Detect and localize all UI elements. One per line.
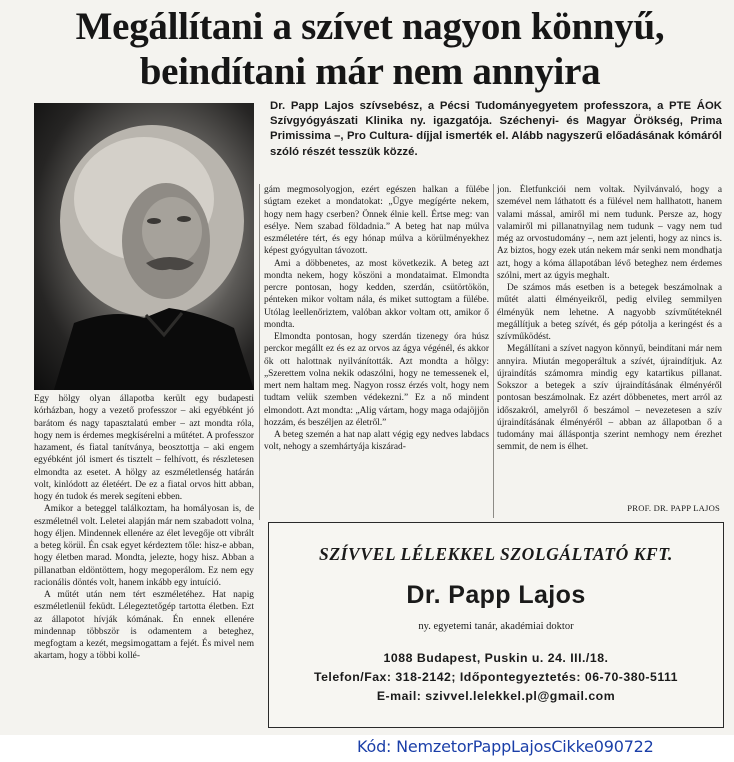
column-2-paragraph-3: Elmondta pontosan, hogy szerdán tizenegy óra húsz perckor megállt ez és ez az orvos az ágya végénél, és akkor ők ott halottnak nyilvánították. Azt mondta a hölgy: „Szerettem volna nekik odaszólni, hogy ne temessenek el, mert nem haltam meg. Nagyon rossz érzés volt, hogy nem tudtam velük szemben védekezni.” Ez a nő mindent elmondott. Azt mondta: „Alig vártam, hogy maga odajöjjön hozzám, és beszéljen az életről.”: [264, 332, 489, 428]
column-divider: [493, 184, 494, 518]
column-divider: [259, 184, 260, 520]
column-1-paragraph-1: Egy hölgy olyan állapotba került egy budapesti kórházban, hogy a vezető professzor – aki egyébként jó barátom és nagy tapasztalatú ember – azt mondta róla, hogy nem is érdemes megkísérelni a műtétet. A professzor hazament, és fiatal tanítványa, beosztottja – aki engem egyébként jól ismert és tisztelt – felhívott, és részletesen elmondta az esetet. A hölgy az eszméletlenség határán volt, kinlódott az életéért. De ez a fiatal orvos hitt abban, hogy én tudok és merek segíteni ebben.: [34, 394, 254, 502]
column-1-paragraph-2: Amikor a beteggel találkoztam, ha homályosan is, de eszméletnél volt. Leletei alapján már nem szabadott volna, hogy éljen. Mindennek ellenére az élet levegője ott vibrált a beteg körül. Én csak egyet kérdeztem tőle: hisz-e abban, hogy életben marad. Mondta, jelezte, hogy hisz. Abban a pillanatban eldöntöttem, hogy megoperálom. Ez nem egy racionális döntés volt, hanem inkább egy intuíció.: [34, 504, 254, 588]
article-column-3: [497, 184, 722, 489]
document-code-caption: Kód: NemzetorPappLajosCikke090722: [357, 737, 654, 756]
column-3-paragraph-1: jon. Életfunkciói nem voltak. Nyilvánvaló, hogy a szemével nem láthatott és a fülével nem hallhatott, hanem valami mással, amiről mi nem tudunk. Persze az, hogy valamiről mi pillanatnyilag nem tudunk – vagy nem tud még az orvostudomány –, nem azt jelenti, hogy az nincs is. Az biztos, hogy ezek után nekem már senki nem mondhatja azt, hogy a kóma állapotában lévő beteghez nem érdemes szólni, mert az úgyis meghalt.: [497, 185, 722, 281]
ad-company-name: SZÍVVEL LÉLEKKEL SZOLGÁLTATÓ KFT.: [319, 544, 673, 564]
ad-email: E-mail: szivvel.lelekkel.pl@gmail.com: [376, 689, 616, 703]
ad-address: 1088 Budapest, Puskin u. 24. III./18.: [383, 651, 609, 665]
ad-person-title: ny. egyetemi tanár, akadémiai doktor: [418, 621, 574, 632]
ad-phone: Telefon/Fax: 318-2142; Időpontegyeztetés: 06-70-380-5111: [313, 670, 679, 684]
article-column-2: [264, 184, 489, 519]
author-portrait-photo: [34, 103, 254, 390]
column-2-paragraph-2: Ami a döbbenetes, az most következik. A beteg azt mondta nekem, hogy köszöni a mondataimat. Elmondta percre pontosan, hogy kedden, szerdán, csütörtökön, pénteken mikor voltam nála, és miket suttogtam a fülébe. Utólag leellenőriztem, valóban akkor voltam ott, amikor ő mondta.: [264, 258, 489, 330]
portrait-illustration: [34, 103, 254, 390]
article-column-1: [34, 393, 254, 729]
column-2-paragraph-4: A beteg szemén a hat nap alatt végig egy nedves labdacs volt, nehogy a szemhártyája kiszárad-: [264, 430, 489, 453]
advertisement-box: [268, 522, 724, 728]
article-headline: [20, 4, 720, 94]
headline-line-2: beindítani már nem annyira: [139, 50, 601, 93]
article-lead: Dr. Papp Lajos szívsebész, a Pécsi Tudományegyetem professzora, a PTE ÁOK Szívgyógyászati Klinika ny. igazgatója. Széchenyi- és Magyar Örökség, Prima Primissima –, Pro Cultura- díjjal ismerték el. Alább nagyszerű előadásának kómáról szóló részét tesszük közzé.: [270, 100, 722, 158]
column-2-paragraph-1: gám megmosolyogjon, ezért egészen halkan a fülébe súgtam ezeket a mondatokat: „Ügye megígérte nekem, hogy nem hagy cserben? Önnek élnie kell. Értse meg: van esélye. Nem szabad földadnia.” A beteg hat nap múlva eszméletére tért, és egy hónap múlva a körülményekhez képest gyógyultan távozott.: [264, 185, 489, 257]
column-3-paragraph-2: De számos más esetben is a betegek beszámolnak a műtét alatti élményeikről, pedig elvileg semmilyen élményük nem lehetne. A nagyobb szívműtéteknél megállítjuk a beteg szívét, és gép pótolja a keringést és a szívműködést.: [497, 283, 722, 342]
headline-line-1: Megállítani a szívet nagyon könnyű,: [75, 5, 665, 48]
column-1-paragraph-3: A műtét után nem tért eszméletéhez. Hat napig eszméletlenül feküdt. Lélegeztetőgép tartotta életben. Ezt az állapotot hívják kómának. Én ennek ellenére mindennap többször is odamentem a beteghez, megfogtam a kezét, megsimogattam a fejét. És mivel nem akartam, hogy a többi kollé-: [34, 590, 254, 662]
ad-person-name: Dr. Papp Lajos: [406, 581, 586, 609]
author-signature: PROF. DR. PAPP LAJOS: [627, 503, 720, 513]
column-3-paragraph-3: Megállítani a szívet nagyon könnyű, beindítani már nem annyira. Miután megoperáltuk a szívét, újraindítjuk. Az újraindítás számomra mindig egy katartikus pillanat. Sokszor a betegek a szív újraindításának élményéről pontosan beszámolnak. Ez azért döbbenetes, mert arról az időszakról, amelyről ő beszámol – nevezetesen a szív újraindításának élményéről – abban az állapotban ő a tudomány mai álláspontja szerint nemhogy nem érezhet semmit, de nem is élhet.: [497, 344, 722, 453]
